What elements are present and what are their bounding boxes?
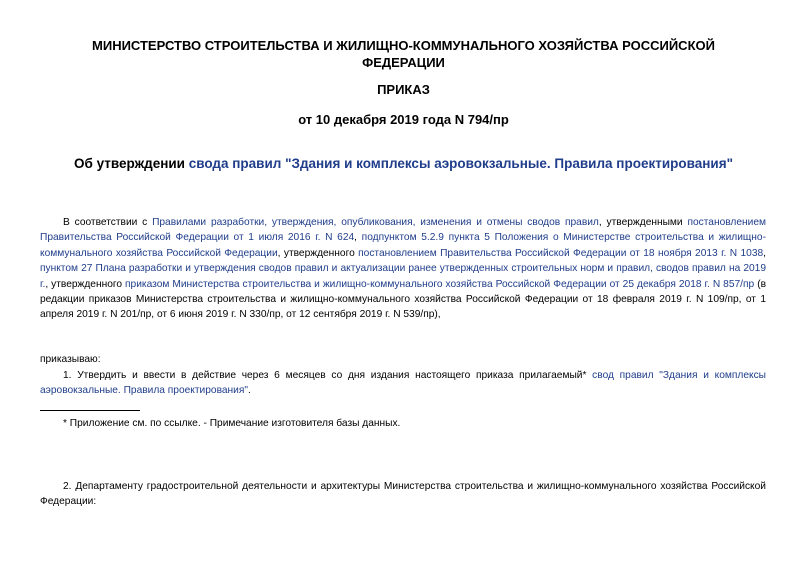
subject-prefix: Об утверждении	[74, 156, 189, 171]
link-ministry-regulation[interactable]: подпунктом 5.2.9 пункта 5 Положения о Министерстве строительства и жилищно-коммунального хозяйства Российской Федерации	[40, 232, 766, 259]
paragraph-item-2: 2. Департаменту градостроительной деятельности и архитектуры Министерства строительства и жилищно-коммунального хозяйства Российской Федерации:	[40, 481, 766, 508]
document-subject	[20, 155, 787, 172]
preamble-text-3: ,	[354, 232, 362, 244]
ministry-title-line1: МИНИСТЕРСТВО СТРОИТЕЛЬСТВА И ЖИЛИЩНО-КОММУНАЛЬНОГО ХОЗЯЙСТВА РОССИЙСКОЙ	[92, 38, 715, 53]
document-date-number: от 10 декабря 2019 года N 794/пр	[298, 112, 509, 127]
item1-end: .	[247, 385, 251, 397]
subject-link[interactable]: свода правил "Здания и комплексы аэровокзальные. Правила проектирования"	[188, 156, 733, 171]
link-code-of-rules[interactable]: свод правил "Здания и комплексы аэровокзальные. Правила проектирования"	[40, 370, 766, 397]
footnote-divider	[40, 410, 140, 411]
preamble-text-1: В соответствии с	[63, 217, 153, 228]
preamble-text-4: , утвержденного	[277, 247, 359, 259]
footnote: * Приложение см. по ссылке. - Примечание изготовителя базы данных.	[63, 418, 401, 429]
paragraph-preamble	[40, 215, 766, 323]
ministry-title-line2: ФЕДЕРАЦИИ	[362, 55, 445, 70]
preamble-text-2: , утвержденными	[598, 217, 688, 228]
link-government-decree-1038[interactable]: постановлением Правительства Российской Федерации от 18 ноября 2013 г. N 1038	[358, 247, 764, 259]
document-type: ПРИКАЗ	[377, 82, 430, 97]
paragraph-item-1	[40, 368, 766, 399]
paragraph-order-word: приказываю:	[40, 354, 101, 365]
item1-text: 1. Утвердить и ввести в действие через 6 месяцев со дня издания настоящего приказа прилагаемый*	[63, 370, 593, 381]
preamble-text-7: (в редакции приказов Министерства строительства и жилищно-коммунального хозяйства Российской Федерации от 18 февраля 2019 г. N 109/пр, от 1 апреля 2019 г. N 201/пр, от 6 июня 2019 г. N 330/пр, от 12 сентября 2019 г. N 539/пр),	[40, 278, 767, 321]
ministry-title	[60, 37, 747, 71]
preamble-text-6: , утвержденного	[45, 278, 126, 290]
link-order-857[interactable]: приказом Министерства строительства и жилищно-коммунального хозяйства Российской Федерации от 25 декабря 2018 г. N 857/пр	[125, 278, 755, 290]
link-rules-development[interactable]: Правилами разработки, утверждения, опубликования, изменения и отмены сводов правил	[152, 217, 599, 228]
preamble-text-5: ,	[763, 247, 766, 259]
link-plan-item-27[interactable]: пунктом 27 Плана разработки и утверждения сводов правил и актуализации ранее утвержденных строительных норм и правил, сводов правил на 2019 г.	[40, 263, 766, 290]
link-government-decree-624[interactable]: постановлением Правительства Российской Федерации от 1 июля 2016 г. N 624	[40, 217, 767, 244]
